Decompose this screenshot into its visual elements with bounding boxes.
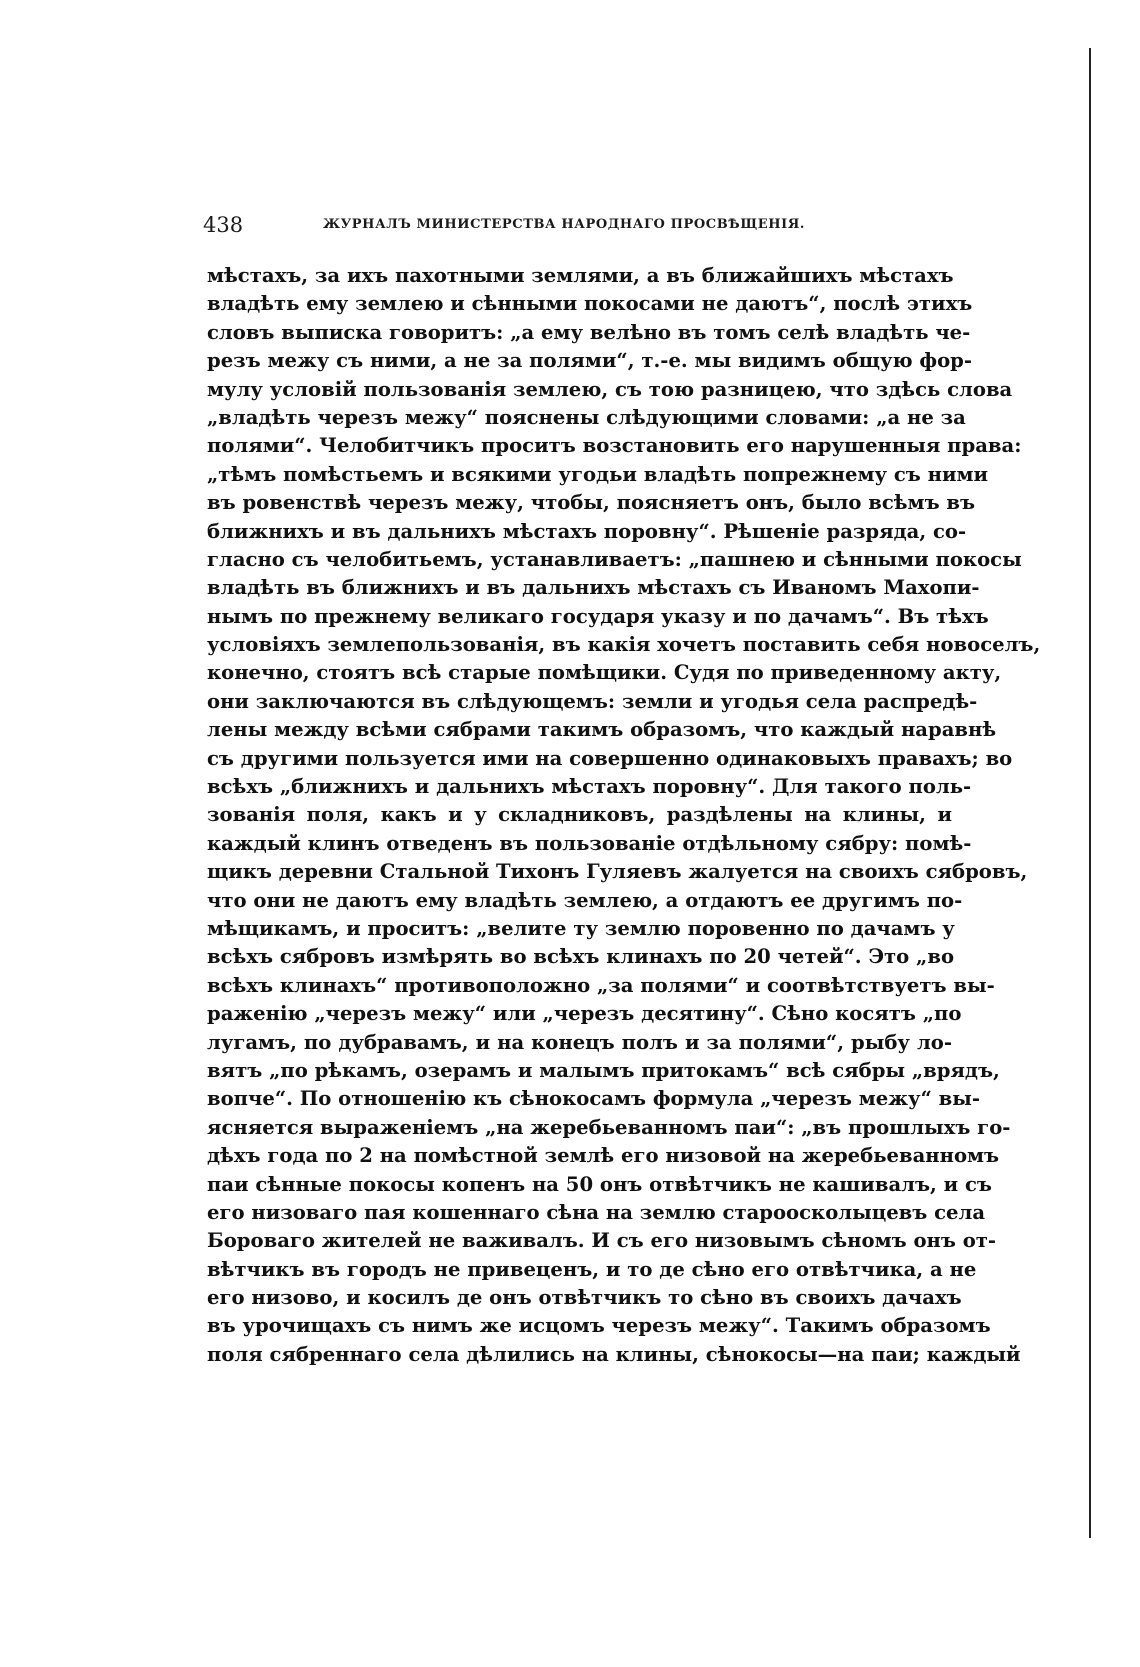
- text-line: нымъ по прежнему великаго государя указу и по дачамъ“. Въ тѣхъ: [207, 604, 989, 628]
- text-line: раженію „черезъ межу“ или „черезъ десятину“. Сѣно косятъ „по: [207, 1002, 962, 1026]
- text-line: всѣхъ клинахъ“ противоположно „за полями“ и соотвѣтствуетъ вы-: [207, 973, 995, 997]
- text-line: паи сѣнные покосы копенъ на 50 онъ отвѣтчикъ не кашивалъ, и съ: [207, 1172, 992, 1196]
- text-line: дѣхъ года по 2 на помѣстной землѣ его низовой на жеребьеванномъ: [207, 1144, 1000, 1168]
- text-line: полями“. Челобитчикъ проситъ возстановить его нарушенныя права:: [207, 434, 1022, 458]
- text-line: въ ровенствѣ черезъ межу, чтобы, поясняетъ онъ, было всѣмъ въ: [207, 491, 976, 515]
- body-text: [207, 262, 1041, 1369]
- text-line: резъ межу съ ними, а не за полями“, т.-е. мы видимъ общую фор-: [207, 349, 973, 373]
- text-line: всѣхъ сябровъ измѣрять во всѣхъ клинахъ по 20 четей“. Это „во: [207, 945, 955, 969]
- text-line: щикъ деревни Стальной Тихонъ Гуляевъ жалуется на своихъ сябровъ,: [207, 860, 1028, 884]
- text-line: владѣть въ ближнихъ и въ дальнихъ мѣстахъ съ Иваномъ Махопи-: [207, 576, 980, 600]
- page-edge-line: [1089, 48, 1091, 1538]
- text-line: мулу условій пользованія землею, съ тою разницею, что здѣсь слова: [207, 377, 1013, 401]
- page-number: 438: [203, 213, 244, 237]
- text-line: Бороваго жителей не важивалъ. И съ его низовымъ сѣномъ онъ от-: [207, 1229, 997, 1253]
- text-line: вѣтчикъ въ городъ не привеценъ, и то де сѣно его отвѣтчика, а не: [207, 1257, 977, 1281]
- text-line: условіяхъ землепользованія, въ какія хочетъ поставить себя новоселъ,: [207, 633, 1041, 657]
- text-line: конечно, стоятъ всѣ старые помѣщики. Судя по приведенному акту,: [207, 661, 1002, 685]
- text-line: въ урочищахъ съ нимъ же исцомъ черезъ межу“. Такимъ образомъ: [207, 1314, 991, 1338]
- text-line: каждый клинъ отведенъ въ пользованіе отдѣльному сябру: помѣ-: [207, 831, 972, 855]
- text-line: „тѣмъ помѣстьемъ и всякими угодьи владѣть попрежнему съ ними: [207, 462, 989, 486]
- text-line: вятъ „по рѣкамъ, озерамъ и малымъ притокамъ“ всѣ сябры „врядъ,: [207, 1058, 1000, 1082]
- text-line: поля сябреннаго села дѣлились на клины, сѣнокосы—на паи; каждый: [207, 1342, 1021, 1366]
- text-line: его низоваго пая кошеннаго сѣна на землю староосколыцевъ села: [207, 1200, 986, 1224]
- text-line: лены между всѣми сябрами такимъ образомъ, что каждый наравнѣ: [207, 718, 997, 742]
- text-line: „владѣть черезъ межу“ пояснены слѣдующими словами: „а не за: [207, 405, 966, 429]
- text-line: они заключаются въ слѣдующемъ: земли и угодья села распредѣ-: [207, 689, 978, 713]
- text-line: владѣть ему землею и сѣнными покосами не даютъ“, послѣ этихъ: [207, 292, 973, 316]
- running-head: ЖУРНАЛЪ МИНИСТЕРСТВА НАРОДНАГО ПРОСВѢЩЕНІЯ.: [323, 217, 806, 232]
- text-line: мѣстахъ, за ихъ пахотными землями, а въ ближайшихъ мѣстахъ: [207, 264, 954, 287]
- text-line: что они не даютъ ему владѣть землею, а отдаютъ ее другимъ по-: [207, 888, 963, 912]
- text-line: ясняется выраженіемъ „на жеребьеванномъ паи“: „въ прошлыхъ го-: [207, 1115, 1011, 1139]
- text-line: лугамъ, по дубравамъ, и на конецъ полъ и за полями“, рыбу ло-: [207, 1030, 952, 1054]
- page-header: [203, 213, 963, 241]
- text-line: зованія поля, какъ и у складниковъ, раздѣлены на клины, и: [207, 803, 952, 827]
- text-line: вопче“. По отношенію къ сѣнокосамъ формула „черезъ межу“ вы-: [207, 1087, 981, 1111]
- text-line: мѣщикамъ, и проситъ: „велите ту землю поровенно по дачамъ у: [207, 916, 955, 940]
- text-line: всѣхъ „ближнихъ и дальнихъ мѣстахъ поровну“. Для такого поль-: [207, 775, 972, 799]
- text-line: ближнихъ и въ дальнихъ мѣстахъ поровну“. Рѣшеніе разряда, со-: [207, 519, 967, 543]
- text-line: съ другими пользуется ими на совершенно одинаковыхъ правахъ; во: [207, 746, 1013, 770]
- text-line: гласно съ челобитьемъ, устанавливаетъ: „пашнею и сѣнными покосы: [207, 547, 1022, 571]
- text-line: его низово, и косилъ де онъ отвѣтчикъ то сѣно въ своихъ дачахъ: [207, 1286, 962, 1310]
- text-line: словъ выписка говоритъ: „а ему велѣно въ томъ селѣ владѣть че-: [207, 320, 971, 344]
